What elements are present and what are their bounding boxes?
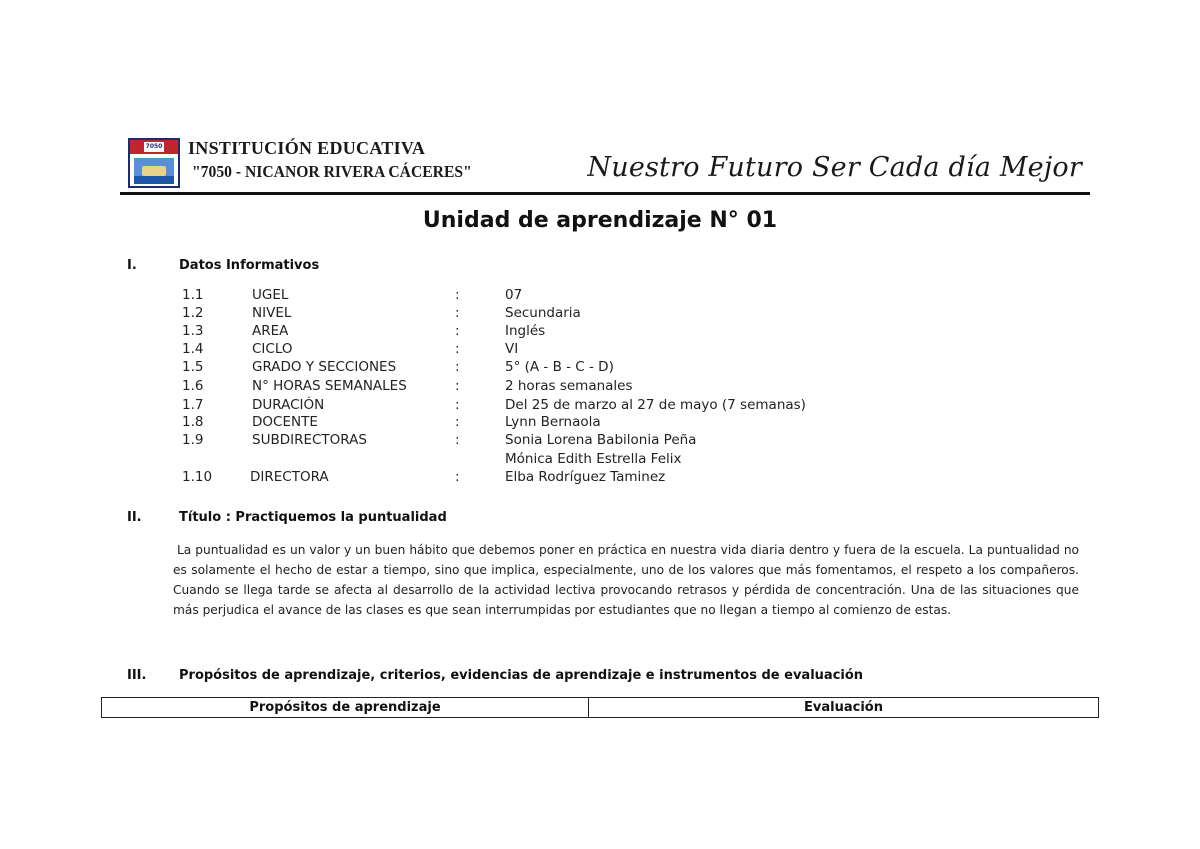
info-value: 2 horas semanales — [505, 378, 633, 394]
info-value: Inglés — [505, 323, 546, 339]
info-number: 1.1 — [182, 287, 204, 303]
document-title: Unidad de aprendizaje N° 01 — [422, 208, 778, 233]
info-number: 1.9 — [182, 432, 204, 448]
info-value: 5° (A - B - C - D) — [505, 359, 614, 375]
info-value: Lynn Bernaola — [505, 414, 601, 430]
table-header-purposes: Propósitos de aprendizaje — [102, 698, 589, 717]
info-value: Sonia Lorena Babilonia Peña — [505, 432, 697, 448]
info-colon: : — [455, 432, 460, 448]
section-2-number: II. — [127, 510, 142, 525]
info-colon: : — [455, 359, 460, 375]
info-colon: : — [455, 341, 460, 357]
info-colon: : — [455, 397, 460, 413]
section-3-title: Propósitos de aprendizaje, criterios, evidencias de aprendizaje e instrumentos de evaluación — [179, 668, 864, 683]
info-value: VI — [505, 341, 519, 357]
info-value: Secundaria — [505, 305, 581, 321]
info-number: 1.3 — [182, 323, 204, 339]
info-label: CICLO — [252, 341, 293, 357]
info-value: 07 — [505, 287, 523, 303]
info-label: AREA — [252, 323, 289, 339]
info-number: 1.5 — [182, 359, 204, 375]
info-label: DURACIÓN — [252, 397, 325, 413]
info-colon: : — [455, 323, 460, 339]
info-colon: : — [455, 305, 460, 321]
info-colon: : — [455, 287, 460, 303]
info-value: Del 25 de marzo al 27 de mayo (7 semanas) — [505, 397, 806, 413]
info-label: SUBDIRECTORAS — [252, 432, 367, 448]
table-header-evaluation: Evaluación — [804, 700, 883, 715]
logo-number: 7050 — [145, 143, 163, 150]
institution-type: INSTITUCIÓN EDUCATIVA — [188, 138, 426, 158]
info-number: 1.7 — [182, 397, 204, 413]
info-colon: : — [455, 414, 460, 430]
info-label: UGEL — [252, 287, 289, 303]
intro-paragraph: La puntualidad es un valor y un buen hábito que debemos poner en práctica en nuestra vida diaria dentro y fuera de la escuela. La puntualidad no es solamente el hecho de estar a tiempo, sino que implica, especialmente, uno de los valores que más fomentamos, el respeto a los compañeros. Cuando se llega tarde se afecta al desarrollo de la actividad lectiva provocando retrasos y pérdida de concentración. Una de las situaciones que más perjudica el avance de las clases es que sean interrumpidas por estudiantes que no llegan a tiempo al comienzo de estas. — [173, 543, 1079, 617]
school-logo — [128, 138, 180, 188]
info-label: GRADO Y SECCIONES — [252, 359, 397, 375]
section-3-number: III. — [127, 668, 147, 683]
document-header — [120, 134, 1092, 194]
logo-sea — [134, 176, 174, 184]
info-number: 1.6 — [182, 378, 204, 394]
info-label: NIVEL — [252, 305, 292, 321]
section-1-number: I. — [127, 258, 137, 273]
info-number: 1.4 — [182, 341, 204, 357]
evaluation-table — [101, 697, 1099, 718]
info-value: Mónica Edith Estrella Felix — [505, 451, 682, 467]
info-label: N° HORAS SEMANALES — [252, 378, 407, 394]
info-colon: : — [455, 469, 460, 485]
info-number: 1.2 — [182, 305, 204, 321]
info-number: 1.8 — [182, 414, 204, 430]
info-label: DOCENTE — [252, 414, 318, 430]
section-1-title: Datos Informativos — [179, 258, 320, 273]
info-number: 1.10 — [182, 469, 213, 485]
institution-name: "7050 - NICANOR RIVERA CÁCERES" — [192, 162, 472, 181]
section-2-title: Título : Practiquemos la puntualidad — [179, 510, 447, 525]
info-value: Elba Rodríguez Taminez — [505, 469, 666, 485]
logo-ship — [142, 166, 166, 176]
info-colon: : — [455, 378, 460, 394]
info-label: DIRECTORA — [250, 469, 329, 485]
school-motto: Nuestro Futuro Ser Cada día Mejor — [587, 152, 1082, 183]
header-divider — [120, 192, 1090, 195]
